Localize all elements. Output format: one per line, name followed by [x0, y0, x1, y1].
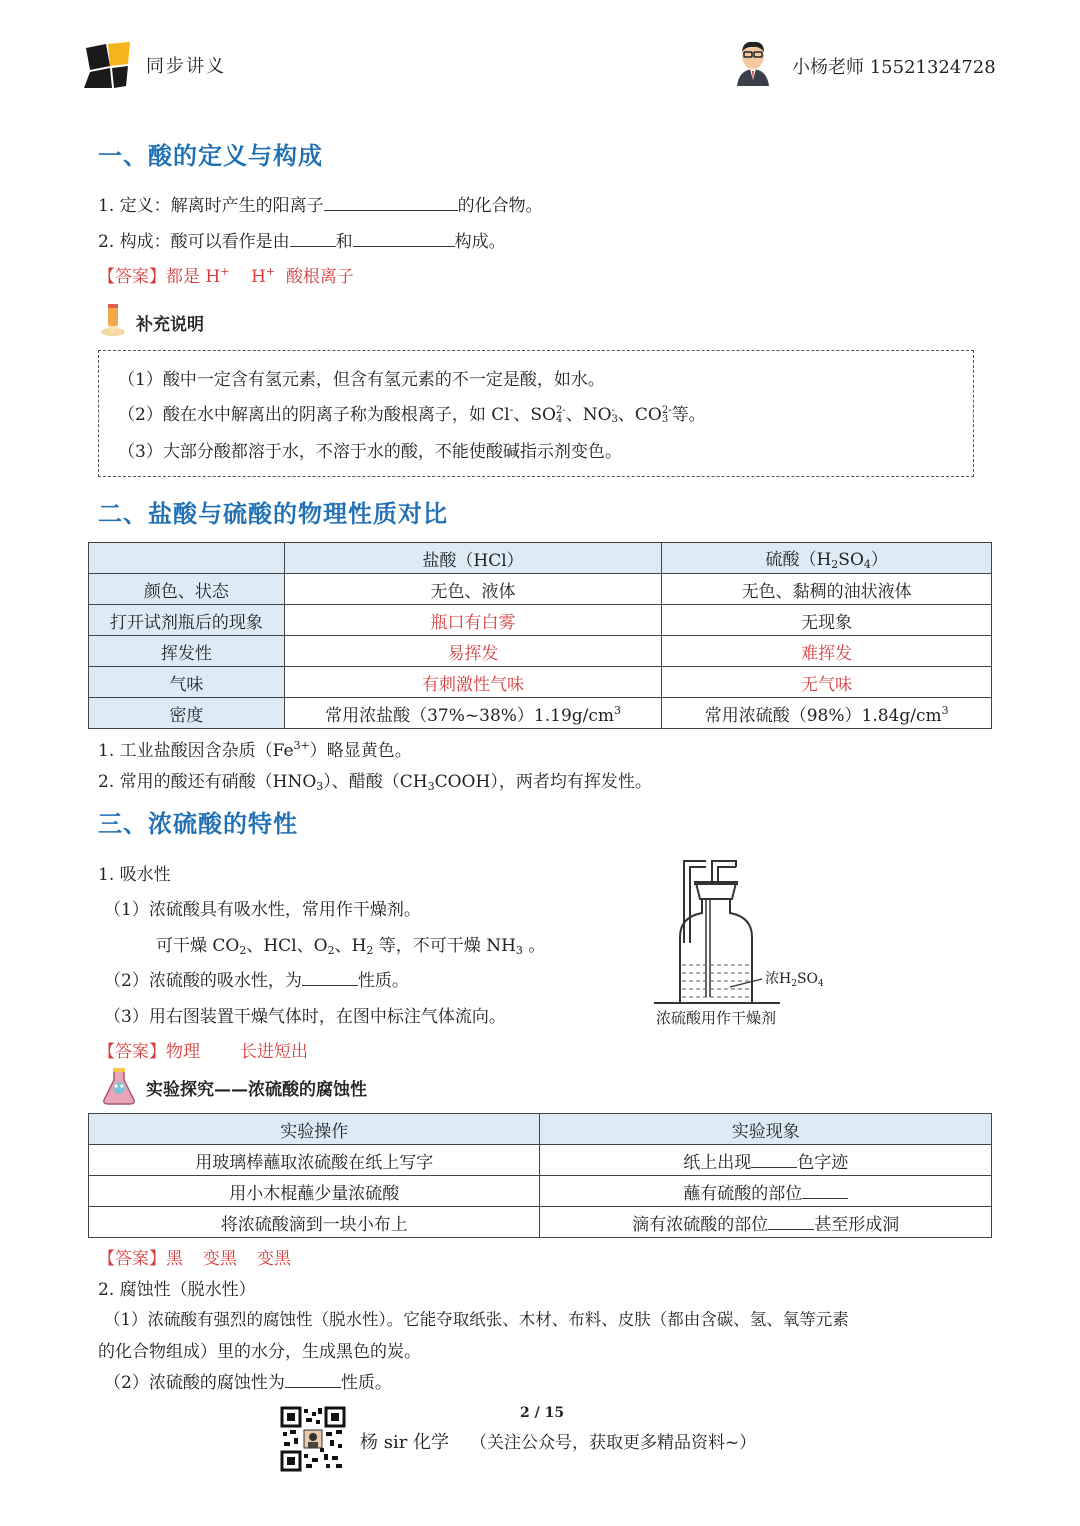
supplement-title: 补充说明: [136, 315, 204, 335]
table-row: [89, 1145, 992, 1176]
exp-row3-post: 甚至形成洞: [814, 1214, 900, 1235]
note-2-d: 、CO: [617, 405, 662, 425]
exp-answer-2: 变黑: [203, 1249, 237, 1269]
q1-text: 1. 定义：解离时产生的阳离子: [98, 196, 324, 216]
experiment-icon: [102, 1066, 136, 1106]
s2-note2-c: COOH），两者均有挥发性。: [434, 772, 652, 792]
s3-p3: [156, 931, 545, 957]
note-2: [118, 400, 706, 425]
note-2-ion-1: [556, 406, 566, 424]
q2-line: [98, 227, 506, 252]
cell-operation: 用玻璃棒蘸取浓硫酸在纸上写字: [89, 1145, 540, 1176]
s3-p7: （1）浓硫酸有强烈的腐蚀性（脱水性）。它能夺取纸张、木材、布料、皮肤（都由含碳、氢、氧等元素: [104, 1310, 849, 1329]
s3-p9-blank: [285, 1371, 341, 1388]
answer-2: H: [251, 267, 266, 287]
figure-label-s2: 4: [818, 979, 824, 989]
figure-label: [765, 968, 824, 989]
col-h2so4-sub2: 4: [863, 558, 871, 571]
exp-row2-blank: [802, 1182, 848, 1199]
s3-p3-c: 、H: [334, 936, 367, 956]
pencil-icon: [98, 302, 130, 338]
cell-h2so4: 无色、黏稠的油状液体: [662, 574, 992, 605]
q1-blank: [324, 194, 458, 211]
property-table: [88, 542, 992, 729]
q2-text: 2. 构成：酸可以看作是由: [98, 232, 290, 252]
s3-p9-pre: （2）浓硫酸的腐蚀性为: [104, 1373, 285, 1393]
s3-p3-s4: 3: [515, 944, 523, 957]
q2-blank-2: [353, 230, 455, 247]
s3-answer-a: 物理: [166, 1042, 200, 1062]
section2-note-1: [98, 736, 412, 761]
s2-note1-a: 1. 工业盐酸因含杂质（Fe: [98, 741, 294, 761]
note-1: （1）酸中一定含有氢元素，但含有氢元素的不一定是酸，如水。: [118, 370, 605, 390]
density-h2so4-sup: 3: [941, 703, 949, 717]
cell-h2so4: 难挥发: [662, 636, 992, 667]
s2-note2-sub2: 3: [427, 780, 435, 793]
header-title: 同步讲义: [146, 56, 226, 77]
col-h2so4: [662, 543, 992, 574]
exp-answer-3: 变黑: [257, 1249, 291, 1269]
page-number: 2 / 15: [520, 1405, 565, 1421]
section2-heading: 二、盐酸与硫酸的物理性质对比: [98, 500, 448, 528]
col-hcl: 盐酸（HCl）: [284, 543, 662, 574]
figure-caption: 浓硫酸用作干燥剂: [656, 1009, 777, 1027]
s3-answer-tag: 【答案】: [98, 1042, 166, 1062]
footer-brand: 杨 sir 化学: [360, 1432, 450, 1453]
col-h2so4-c: ）: [870, 550, 888, 570]
q2-text-mid: 和: [335, 232, 353, 252]
exp-row3-pre: 滴有浓硫酸的部位: [632, 1214, 769, 1235]
cell-phenomenon: [540, 1207, 992, 1238]
footer-slogan: （关注公众号，获取更多精品资料~）: [470, 1433, 757, 1453]
table-row: [89, 636, 992, 667]
note-2-sub3: 3: [611, 414, 618, 425]
cell-phenomenon: [540, 1145, 992, 1176]
experiment-title: 实验探究——浓硫酸的腐蚀性: [146, 1080, 367, 1100]
s3-p9: [104, 1368, 392, 1393]
section1-heading: 一、酸的定义与构成: [98, 142, 323, 170]
cell-h2so4: 无气味: [662, 667, 992, 698]
note-2-sup2: 2-: [555, 405, 566, 416]
q1-text-end: 的化合物。: [457, 196, 543, 216]
s2-note1-sup: 3+: [293, 739, 310, 752]
teacher-contact: 小杨老师 15521324728: [792, 57, 996, 78]
s3-answer: [98, 1037, 308, 1062]
col-h2so4-a: 硫酸（H: [765, 550, 832, 570]
table-header-row: [89, 543, 992, 574]
s3-p3-b: 、HCl、O: [246, 936, 328, 956]
exp-answer-tag: 【答案】: [98, 1249, 166, 1269]
s3-p1: 1. 吸水性: [98, 865, 171, 885]
exp-row3-blank: [768, 1213, 814, 1230]
cell-hcl: 易挥发: [284, 636, 662, 667]
col-h2so4-sub1: 2: [831, 558, 839, 571]
table-row: [89, 698, 992, 729]
section1-answer: [98, 262, 354, 287]
s3-p3-e: 。: [522, 936, 546, 956]
cell-hcl: 无色、液体: [284, 574, 662, 605]
table-header-row: [89, 1114, 992, 1145]
cell-phenomenon: [540, 1176, 992, 1207]
s3-p5: （3）用右图装置干燥气体时，在图中标注气体流向。: [104, 1007, 506, 1027]
figure-label-b: SO: [796, 971, 819, 987]
cell-hcl: 瓶口有白雾: [284, 605, 662, 636]
section2-note-2: [98, 767, 652, 793]
section3-heading: 三、浓硫酸的特性: [98, 810, 298, 838]
exp-answer-1: 黑: [166, 1249, 183, 1269]
col-phenomenon: 实验现象: [540, 1114, 992, 1145]
density-hcl-sup: 3: [614, 703, 622, 717]
logo-icon: [80, 40, 136, 90]
experiment-table: [88, 1113, 992, 1238]
s2-note2-a: 2. 常用的酸还有硝酸（HNO: [98, 772, 317, 792]
note-2-sup4: 2-: [661, 405, 672, 416]
table-row: [89, 1176, 992, 1207]
answer-2-sup: +: [265, 265, 276, 278]
row-label: 气味: [89, 667, 285, 698]
s3-p3-s3: 2: [366, 944, 374, 957]
cell-hcl: 有刺激性气味: [284, 667, 662, 698]
qr-code-icon: [280, 1406, 346, 1472]
density-h2so4: 常用浓硫酸（98%）1.84g/cm: [704, 705, 942, 726]
note-2-sub2: 4: [555, 414, 563, 425]
note-2-sup1: -: [509, 403, 514, 416]
exp-row1-post: 色字迹: [797, 1152, 849, 1173]
s3-p2: （1）浓硫酸具有吸水性，常用作干燥剂。: [104, 900, 421, 920]
q2-blank-1: [290, 230, 336, 247]
exp-row1-blank: [751, 1151, 797, 1168]
cell-operation: 用小木棍蘸少量浓硫酸: [89, 1176, 540, 1207]
teacher-avatar: [733, 38, 773, 86]
s2-note2-sub1: 3: [316, 780, 324, 793]
s2-note1-b: ）略显黄色。: [309, 741, 412, 761]
table-row: [89, 605, 992, 636]
density-hcl: 常用浓盐酸（37%~38%）1.19g/cm: [325, 705, 615, 726]
q2-text-end: 构成。: [454, 232, 506, 252]
exp-answer: [98, 1244, 291, 1269]
note-2-a: （2）酸在水中解离出的阴离子称为酸根离子，如 Cl: [118, 405, 510, 425]
s3-p4: [104, 966, 409, 991]
q1-line: [98, 191, 543, 216]
col-operation: 实验操作: [89, 1114, 540, 1145]
s2-note2-b: ）、醋酸（CH: [323, 772, 428, 792]
s3-p4-post: 性质。: [357, 971, 409, 991]
answer-3: 酸根离子: [285, 267, 354, 287]
table-row: [89, 667, 992, 698]
s3-p8: 的化合物组成）里的水分，生成黑色的炭。: [98, 1342, 421, 1362]
figure-label-s1: 2: [791, 979, 797, 989]
s3-p4-blank: [302, 969, 358, 986]
exp-row1-pre: 纸上出现: [683, 1152, 752, 1173]
row-label: 颜色、状态: [89, 574, 285, 605]
note-2-sup3: -: [611, 405, 615, 416]
row-label: 密度: [89, 698, 285, 729]
row-label: 打开试剂瓶后的现象: [89, 605, 285, 636]
note-2-e: 等。: [671, 405, 706, 425]
note-2-ion-3: [662, 406, 672, 424]
s3-p6: 2. 腐蚀性（脱水性）: [98, 1280, 256, 1300]
s3-p3-a: 可干燥 CO: [156, 936, 240, 956]
cell-h2so4: 无现象: [662, 605, 992, 636]
figure-label-a: 浓H: [765, 971, 792, 987]
exp-row2-pre: 蘸有硫酸的部位: [683, 1183, 803, 1204]
s3-p4-pre: （2）浓硫酸的吸水性，为: [104, 971, 302, 991]
s3-p3-s1: 2: [239, 944, 247, 957]
s3-p3-d: 等，不可干燥 NH: [373, 936, 516, 956]
note-2-sub4: 3: [661, 414, 669, 425]
answer-1-sup: +: [220, 265, 230, 278]
note-3: （3）大部分酸都溶于水，不溶于水的酸，不能使酸碱指示剂变色。: [118, 442, 622, 462]
table-row: [89, 574, 992, 605]
cell-operation: 将浓硫酸滴到一块小布上: [89, 1207, 540, 1238]
table-row: [89, 1207, 992, 1238]
cell-hcl: [284, 698, 662, 729]
answer-tag: 【答案】: [98, 267, 166, 287]
note-2-c: 、NO: [565, 405, 612, 425]
s3-p3-s2: 2: [327, 944, 335, 957]
col-h2so4-b: SO: [838, 550, 864, 570]
note-2-b: 、SO: [513, 405, 556, 425]
row-label: 挥发性: [89, 636, 285, 667]
s3-p9-post: 性质。: [340, 1373, 392, 1393]
cell-h2so4: [662, 698, 992, 729]
s3-answer-b: 长进短出: [240, 1042, 308, 1062]
table-corner: [89, 543, 285, 574]
answer-1: 都是 H: [166, 267, 221, 287]
